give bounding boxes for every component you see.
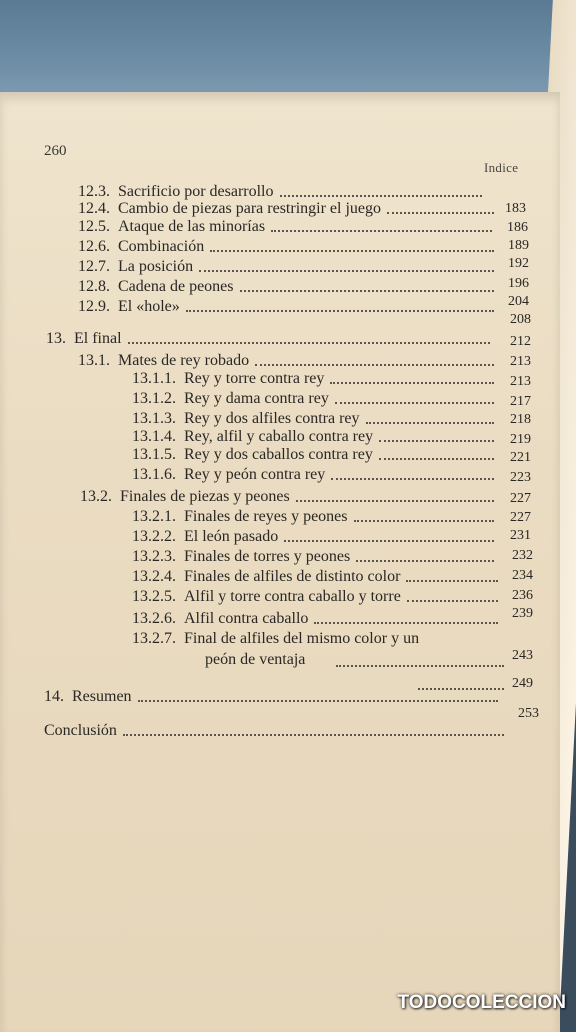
leader-dots <box>296 500 494 502</box>
entry-page: 183 <box>505 201 526 216</box>
entry-page: 243 <box>512 648 533 663</box>
entry-page: 213 <box>510 354 531 369</box>
toc-entry <box>44 688 504 706</box>
entry-title: La posición <box>118 258 194 275</box>
toc-entry <box>132 508 500 526</box>
entry-number: 12.6. <box>78 238 110 255</box>
entry-number: 13.1.4. <box>132 428 176 445</box>
entry-title: Resumen <box>72 688 132 705</box>
leader-dots <box>138 700 498 702</box>
entry-page: 217 <box>510 394 531 409</box>
entry-title: Rey y peón contra rey <box>184 466 326 483</box>
leader-dots <box>210 250 494 252</box>
leader-dots <box>123 734 504 736</box>
entry-number: 13.2.4. <box>132 568 176 585</box>
entry-number: 13.1.1. <box>132 370 176 387</box>
entry-page: 239 <box>512 606 533 621</box>
entry-title: Final de alfiles del mismo color y un <box>184 630 420 647</box>
leader-dots <box>407 600 498 602</box>
entry-number: 13.2.1. <box>132 508 176 525</box>
entry-number: 13.2.5. <box>132 588 176 605</box>
entry-number: 13.2.7. <box>132 630 176 647</box>
toc-entry <box>78 258 500 276</box>
entry-page: 213 <box>510 374 531 389</box>
toc-entry <box>132 466 500 484</box>
toc-entry <box>80 488 500 506</box>
leader-dots <box>336 665 504 667</box>
entry-title: Rey y torre contra rey <box>184 370 325 387</box>
entry-title: Finales de torres y peones <box>184 548 351 565</box>
toc-entry <box>78 183 488 201</box>
toc-entry <box>132 370 500 388</box>
entry-page: 221 <box>510 450 531 465</box>
running-head: Indice <box>484 160 519 175</box>
entry-title: Alfil contra caballo <box>184 610 309 627</box>
leader-dots <box>366 422 495 424</box>
entry-number: 13.2.2. <box>132 528 176 545</box>
toc-entry <box>44 722 510 740</box>
toc-entry <box>78 352 500 370</box>
toc-entry <box>78 218 498 236</box>
entry-title: Cambio de piezas para restringir el juego <box>118 200 382 217</box>
entry-page: 189 <box>508 238 529 253</box>
entry-page: 208 <box>510 312 531 327</box>
entry-number: 14. <box>44 688 64 705</box>
entry-page: 234 <box>512 568 533 583</box>
toc-entry <box>132 548 500 566</box>
entry-number: 13. <box>46 330 66 347</box>
entry-page: 192 <box>508 256 529 271</box>
leader-dots <box>186 310 494 312</box>
entry-title-continuation: peón de ventaja <box>205 651 306 668</box>
leader-dots <box>406 580 498 582</box>
entry-page: 227 <box>510 491 531 506</box>
entry-number: 12.8. <box>78 278 110 295</box>
leader-dots <box>128 342 490 344</box>
leader-dots <box>335 402 494 404</box>
entry-page: 219 <box>510 432 531 447</box>
entry-title: El león pasado <box>184 528 279 545</box>
entry-title: Conclusión <box>44 722 117 739</box>
entry-number: 12.5. <box>78 218 110 235</box>
entry-number: 12.4. <box>78 200 110 217</box>
toc-entry <box>132 446 500 464</box>
leader-dots <box>271 230 492 232</box>
entry-page: 218 <box>510 412 531 427</box>
toc-entry <box>132 410 500 428</box>
entry-number: 12.9. <box>78 298 110 315</box>
leader-dots <box>314 622 498 624</box>
entry-title: El final <box>74 330 122 347</box>
toc-entry <box>78 298 500 316</box>
leader-dots <box>331 478 494 480</box>
entry-page: 253 <box>518 706 539 721</box>
entry-number: 13.1.6. <box>132 466 176 483</box>
leader-dots <box>280 195 483 197</box>
toc-entry <box>46 330 496 348</box>
entry-number: 13.1.2. <box>132 390 176 407</box>
leader-dots <box>356 560 494 562</box>
leader-dots <box>284 540 494 542</box>
toc-entry <box>132 568 504 586</box>
entry-page: 223 <box>510 470 531 485</box>
entry-number: 13.2.3. <box>132 548 176 565</box>
entry-title: Cadena de peones <box>118 278 234 295</box>
entry-title: Finales de reyes y peones <box>184 508 348 525</box>
toc-entry <box>132 428 500 446</box>
entry-page: 236 <box>512 588 533 603</box>
entry-number: 13.2.6. <box>132 610 176 627</box>
leader-dots <box>379 440 494 442</box>
entry-title: Rey y dos caballos contra rey <box>184 446 373 463</box>
entry-title: Rey, alfil y caballo contra rey <box>184 428 374 445</box>
entry-title: Rey y dos alfiles contra rey <box>184 410 360 427</box>
entry-page: 227 <box>510 510 531 525</box>
entry-title: Combinación <box>118 238 205 255</box>
entry-page: 212 <box>510 334 531 349</box>
toc-entry <box>132 588 504 606</box>
toc-entry <box>132 390 500 408</box>
leader-dots <box>240 290 494 292</box>
leader-dots <box>255 364 494 366</box>
entry-number: 12.7. <box>78 258 110 275</box>
entry-page: 196 <box>508 276 529 291</box>
toc-entry <box>132 630 512 648</box>
entry-page: 231 <box>510 528 531 543</box>
toc-entry <box>78 200 500 218</box>
entry-number: 13.2. <box>80 488 112 505</box>
leader-dots <box>354 520 494 522</box>
page-number: 260 <box>44 143 67 159</box>
entry-title: Mates de rey robado <box>118 352 250 369</box>
entry-number: 13.1.3. <box>132 410 176 427</box>
entry-page: 249 <box>512 676 533 691</box>
entry-title: Rey y dama contra rey <box>184 390 329 407</box>
leader-dots <box>379 458 494 460</box>
entry-page: 232 <box>512 548 533 563</box>
entry-number: 13.1. <box>78 352 110 369</box>
entry-title: Sacrificio por desarrollo <box>118 183 274 200</box>
entry-number: 12.3. <box>78 183 110 200</box>
leader-dots <box>330 382 494 384</box>
leader-dots <box>387 212 494 214</box>
toc-entry <box>78 278 500 296</box>
entry-number: 13.1.5. <box>132 446 176 463</box>
entry-page: 204 <box>508 294 529 309</box>
leader-dots <box>199 270 494 272</box>
toc-entry <box>132 610 504 628</box>
entry-page: 186 <box>507 220 528 235</box>
entry-title: Ataque de las minorías <box>118 218 266 235</box>
entry-title: Alfil y torre contra caballo y torre <box>184 588 401 605</box>
entry-title: Finales de alfiles de distinto color <box>184 568 401 585</box>
entry-title: El «hole» <box>118 298 180 315</box>
watermark: TODOCOLECCION <box>397 992 566 1013</box>
entry-title: Finales de piezas y peones <box>120 488 290 505</box>
toc-entry <box>78 238 500 256</box>
toc-entry <box>132 528 500 546</box>
